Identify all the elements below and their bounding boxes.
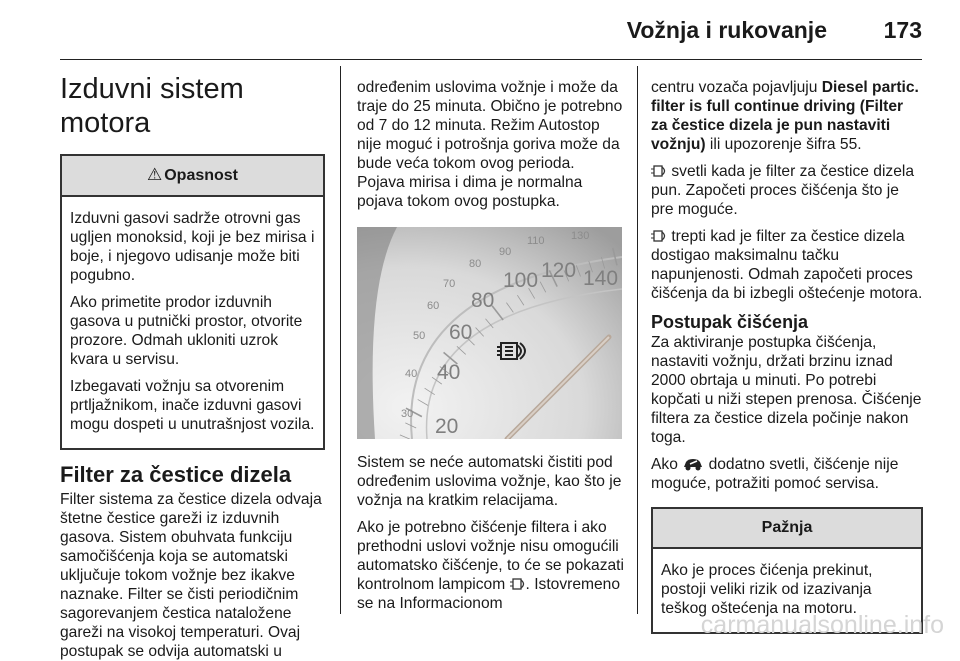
dpf-needed-paragraph: Ako je potrebno čišćenje filtera i ako prethodni uslovi vožnje nisu omogućili automatsko čišćenje, to će se pokazati kontrolnom lampicom . Istovremeno se na Informacionom <box>357 519 624 612</box>
column-2 <box>357 78 625 613</box>
gauge-inner-label: 120 <box>541 259 577 282</box>
gauge-inner-label: 40 <box>437 361 461 384</box>
dpf-lamp-icon <box>651 165 667 177</box>
column-divider <box>637 66 638 614</box>
gauge-inner-label: 20 <box>435 415 459 438</box>
procedure-title: Postupak čišćenja <box>651 312 809 332</box>
danger-paragraph: Izduvni gasovi sadrže otrovni gas ugljen monoksid, koji je bez mirisa i boje, i njegovo udisanje može biti pogubno. <box>70 210 315 284</box>
gauge-inner-label: 140 <box>583 267 619 290</box>
speedometer-image <box>357 227 622 439</box>
gauge-outer-label: 40 <box>405 368 418 380</box>
gauge-outer-label: 70 <box>443 278 456 290</box>
gauge-inner-label: 60 <box>449 321 473 344</box>
gauge-outer-label: 110 <box>527 235 545 247</box>
danger-box-body <box>62 197 323 448</box>
watermark: carmanualsonline.info <box>700 611 944 639</box>
danger-paragraph: Izbegavati vožnju sa otvorenim prtljažnikom, inače izduvni gasovi mogu dospeti u unutrašnjost vozila. <box>70 378 315 433</box>
engine-service-icon <box>682 457 704 471</box>
dpf-continuation: određenim uslovima vožnje i može da traje do 25 minuta. Obično je potrebno od 7 do 12 minuta. Režim Autostop nije moguć i potrošnja goriva može da bude veća tokom ovog perioda. Pojava mirisa i dima je normalna pojava tokom ovog postupka. <box>357 79 623 210</box>
page-header <box>0 0 960 60</box>
warning-triangle-icon: ⚠ <box>146 165 163 184</box>
dpf-intro: Filter sistema za čestice dizela odvaja štetne čestice gareži iz izduvnih gasova. Sistem obuhvata funkciju samočišćenja koja se automatski uključuje tokom vožnje bez ikakve naznake. Filter se čisti periodičnim sagorevanjem čestica nataložene gareži na visokoj temperaturi. Ovaj postupak se odvija automatski u <box>60 491 322 660</box>
gauge-inner-label: 80 <box>471 289 495 312</box>
note-text: Ako je proces čićenja prekinut, postoji veliki rizik od izazivanja teškog oštećenja na motoru. <box>661 562 873 617</box>
chapter-title: Vožnja i rukovanje <box>626 17 827 43</box>
dpf-flash-paragraph: trepti kad je filter za čestice dizela dostigao maksimalnu tačku napunjenosti. Odmah započeti proces čišćenja da bi izbegli oštećenje motora. <box>651 228 923 302</box>
page-number: 173 <box>883 17 922 43</box>
gauge-outer-label: 30 <box>401 408 414 420</box>
column-divider <box>340 66 341 614</box>
note-box-heading: Pažnja <box>653 509 921 549</box>
dpf-no-auto-paragraph: Sistem se neće automatski čistiti pod određenim uslovima vožnje, kao što je vožnja na kratkim relacijama. <box>357 454 622 509</box>
column-3 <box>651 78 923 646</box>
dic-message-text: Diesel partic. filter is full continue driving (Filter za čestice dizela je pun nastaviti vožnju) <box>651 79 919 153</box>
dpf-title: Filter za čestice dizela <box>60 462 292 487</box>
column-1 <box>60 72 325 661</box>
dpf-lamp-icon <box>510 578 526 590</box>
danger-box-heading: ⚠ Opasnost <box>62 156 323 197</box>
gauge-background <box>357 227 622 439</box>
dpf-lamp-icon <box>651 230 667 242</box>
gauge-outer-label: 60 <box>427 300 440 312</box>
procedure-service-paragraph: Ako dodatno svetli, čišćenje nije moguće, potražiti pomoć servisa. <box>651 456 899 492</box>
section-title: Izduvni sistem motora <box>60 73 244 139</box>
gauge-outer-label: 50 <box>413 330 426 342</box>
gauge-outer-label: 80 <box>469 258 482 270</box>
gauge-outer-label: 90 <box>499 246 512 258</box>
dpf-lit-paragraph: svetli kada je filter za čestice dizela pun. Započeti proces čišćenja što je pre moguće. <box>651 163 915 218</box>
procedure-paragraph: Za aktiviranje postupka čišćenja, nastaviti vožnju, držati brzinu iznad 2000 obrtaja u minuti. Po potrebi kopčati u niži stepen prenosa. Čišćenje filtera za čestice dizela počinje nakon toga. <box>651 334 922 446</box>
dic-message-paragraph: centru vozača pojavljuju Diesel partic. filter is full continue driving (Filter za čestice dizela je pun nastaviti vožnju) ili upozorenje šifra 55. <box>651 79 919 153</box>
gauge-inner-label: 100 <box>503 269 539 292</box>
danger-box <box>60 154 325 450</box>
header-rule <box>60 59 922 60</box>
gauge-outer-label: 130 <box>571 230 590 242</box>
danger-paragraph: Ako primetite prodor izduvnih gasova u putnički prostor, otvorite prozore. Odmah ukloniti uzrok kvara u servisu. <box>70 294 303 368</box>
